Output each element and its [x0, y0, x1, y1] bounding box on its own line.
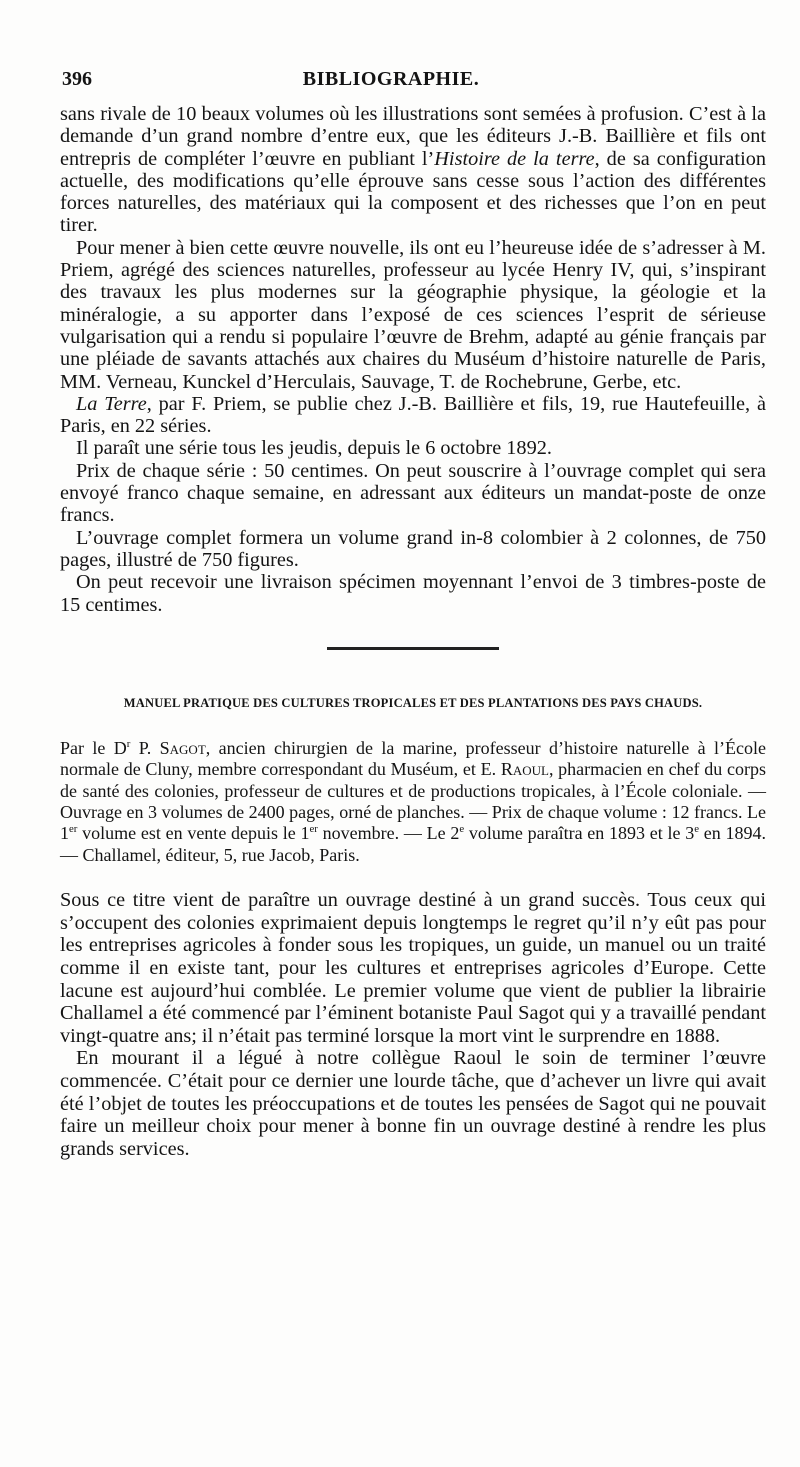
bibliographic-citation: Par le $D^r$ P. Sagot, ancien chirurgien de la marine, professeur d’histoire naturelle à l’École normale de Cluny, membre correspondant du Muséum, et E. Raoul, pharmacien en chef du corps de santé des colonies, professeur de cultures et de productions tropicales, à l’École coloniale. — Ouvrage en 3 volumes de 2400 pages, orné de planches. — Prix de chaque volume : 12 francs. Le 1er volume est en vente depuis le 1er novembre. — Le 2e volume paraîtra en 1893 et le 3e en 1894. — Challamel, éditeur, 5, rue Jacob, Paris.	[60, 737, 767, 865]
running-title: BIBLIOGRAPHIE.	[302, 68, 480, 90]
paragraph-priem: Pour mener à bien cette œuvre nouvelle, ils ont eu l’heureuse idée de s’adresser à M. Priem, agrégé des sciences naturelles, professeur au lycée Henry IV, qui, s’inspirant des travaux les plus modernes sur la géographie physique, la géologie et la minéralogie, a su apporter dans l’exposé de ces sciences l’esprit de sérieuse vulgarisation qui a rendu si populaire l’œuvre de Brehm, adapté au génie français par une pléiade de savants attachés aux chaires du Muséum d’histoire naturelle de Paris, MM. Verneau, Kunckel d’Herculais, Sauvage, T. de Rochebrune, Gerbe, etc.	[60, 236, 766, 393]
paragraph-price: Prix de chaque série : 50 centimes. On peut souscrire à l’ouvrage complet qui sera envoyé franco chaque semaine, en adressant aux éditeurs un mandat-poste de onze francs.	[60, 459, 766, 527]
paragraph-specimen: On peut recevoir une livraison spécimen moyennant l’envoi de 3 timbres-poste de 15 centimes.	[60, 571, 766, 616]
page-header	[62, 68, 760, 98]
author-raoul: Raoul	[500, 759, 549, 780]
review-paragraph-1: Sous ce titre vient de paraître un ouvrage destiné à un grand succès. Tous ceux qui s’occupent des colonies exprimaient depuis longtemps le regret qu’il n’y eût pas pour les entreprises agricoles à fonder sous les tropiques, un guide, un manuel ou un traité comme il en existe tant, pour les cultures et entreprises agricoles d’Europe. Cette lacune est aujourd’hui comblée. Le premier volume que vient de publier la librairie Challamel a été commencé par l’éminent botaniste Paul Sagot qui y a travaillé pendant vingt-quatre ans; il n’était pas terminé lorsque la mort vint le surprendre en 1888.	[60, 889, 766, 1047]
page-number: 396	[62, 68, 92, 90]
paragraph-histoire-de-la-terre: sans rivale de 10 beaux volumes où les illustrations sont semées à profusion. C’est à la demande d’un grand nombre d’entre eux, que les éditeurs J.-B. Baillière et fils ont entrepris de compléter l’œuvre en publiant l’Histoire de la terre, de sa configuration actuelle, des modifications qu’elle éprouve sans cesse sous l’action des différentes forces naturelles, des matériaux qui la composent et des richesses que l’on en peut tirer.	[60, 103, 766, 237]
section-divider	[327, 647, 499, 650]
paragraph-series: Il paraît une série tous les jeudis, depuis le 6 octobre 1892.	[76, 437, 552, 460]
book-title-la-terre: La Terre	[76, 392, 147, 415]
paragraph-format: L’ouvrage complet formera un volume grand in-8 colombier à 2 colonnes, de 750 pages, illustré de 750 figures.	[60, 526, 766, 571]
author-sagot: Sagot	[159, 737, 206, 758]
page-body	[60, 103, 766, 1160]
book-title-italic: Histoire de la terre	[434, 147, 595, 170]
review-paragraph-2: En mourant il a légué à notre collègue Raoul le soin de terminer l’œuvre commencée. C’était pour ce dernier une lourde tâche, que d’achever un livre qui avait été l’objet de toutes les préoccupations et de toutes les pensées de Sagot qui ne pouvait faire un meilleur choix pour mener à bonne fin un ouvrage destiné à rendre les plus grands services.	[60, 1047, 766, 1160]
section-heading: MANUEL PRATIQUE DES CULTURES TROPICALES ET DES PLANTATIONS DES PAYS CHAUDS.	[123, 695, 703, 710]
paragraph-publication: La Terre, par F. Priem, se publie chez J.-B. Baillière et fils, 19, rue Hautefeuille, à Paris, en 22 séries.	[60, 392, 766, 438]
